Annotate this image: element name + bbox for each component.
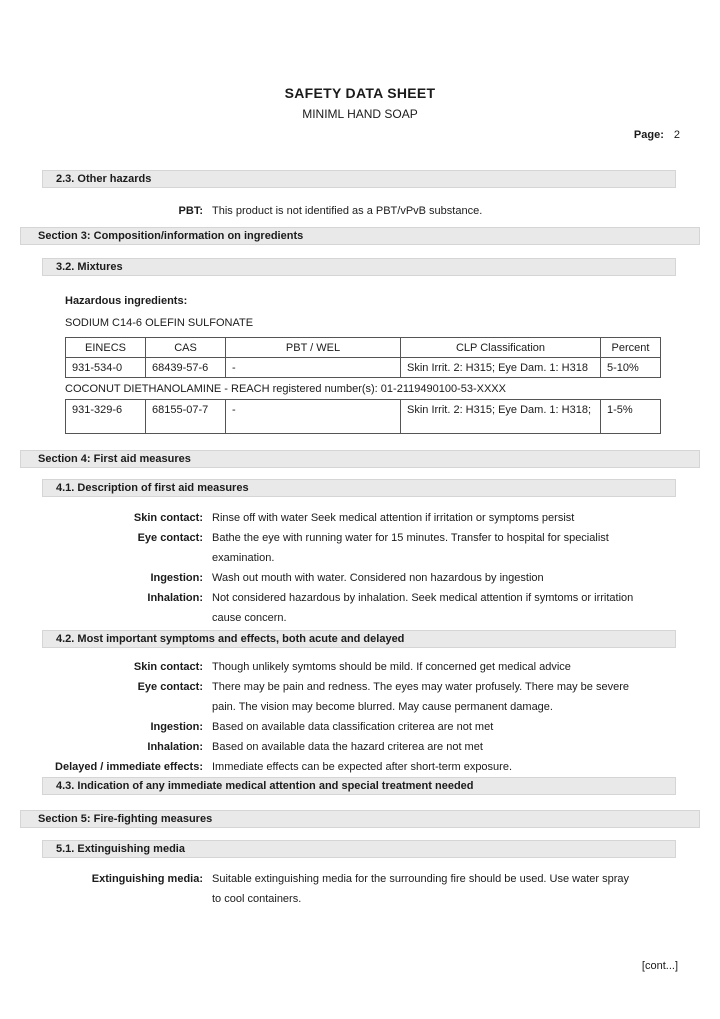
first-aid-4-1-rows bbox=[20, 508, 700, 628]
col-header-einecs: EINECS bbox=[66, 338, 146, 358]
row-text: Wash out mouth with water. Considered non hazardous by ingestion bbox=[212, 572, 544, 584]
row-text: Based on available data the hazard criterea are not met bbox=[212, 741, 483, 753]
subsection-header-5-1-extinguishing-media: 5.1. Extinguishing media bbox=[42, 840, 676, 858]
col-header-clp-classification: CLP Classification bbox=[401, 338, 601, 358]
row-label: Inhalation: bbox=[147, 741, 203, 753]
section-header-5-fire-fighting: Section 5: Fire-fighting measures bbox=[20, 810, 700, 828]
symptoms-row-inhalation bbox=[20, 737, 700, 757]
percent-cell: 5-10% bbox=[601, 358, 661, 378]
first-aid-row-inhalation bbox=[20, 588, 700, 628]
cas-cell: 68155-07-7 bbox=[146, 400, 226, 434]
col-header-pbt-wel: PBT / WEL bbox=[226, 338, 401, 358]
pbt-value: This product is not identified as a PBT/vPvB substance. bbox=[212, 205, 483, 217]
first-aid-row-ingestion bbox=[20, 568, 700, 588]
doc-subtitle: MINIML HAND SOAP bbox=[302, 107, 418, 121]
percent-cell: 1-5% bbox=[601, 400, 661, 434]
continuation-marker: [cont...] bbox=[641, 960, 678, 972]
ingredient-2-name: COCONUT DIETHANOLAMINE - REACH registered number(s): 01-2119490100-53-XXXX bbox=[65, 383, 506, 395]
symptoms-row-eye-contact bbox=[20, 677, 700, 717]
pbt-wel-cell: - bbox=[226, 400, 401, 434]
row-label: Ingestion: bbox=[150, 721, 203, 733]
page-label: Page: bbox=[633, 129, 664, 141]
subsection-header-4-2-symptoms: 4.2. Most important symptoms and effects, both acute and delayed bbox=[42, 630, 676, 648]
row-label: Delayed / immediate effects: bbox=[55, 761, 203, 773]
ingredients-table-1 bbox=[65, 337, 661, 378]
doc-title: SAFETY DATA SHEET bbox=[284, 85, 436, 101]
row-label: Eye contact: bbox=[137, 681, 203, 693]
row-label: Skin contact: bbox=[133, 661, 203, 673]
symptoms-row-delayed-immediate-effects bbox=[20, 757, 700, 777]
subsection-header-2-3-other-hazards: 2.3. Other hazards bbox=[42, 170, 676, 188]
ingredient-1-name: SODIUM C14-6 OLEFIN SULFONATE bbox=[65, 317, 254, 329]
einecs-cell: 931-534-0 bbox=[66, 358, 146, 378]
row-label: Inhalation: bbox=[147, 592, 203, 604]
clp-classification-cell: Skin Irrit. 2: H315; Eye Dam. 1: H318 bbox=[401, 358, 601, 378]
first-aid-row-eye-contact bbox=[20, 528, 700, 568]
row-text: Immediate effects can be expected after short-term exposure. bbox=[212, 761, 513, 773]
row-text: Bathe the eye with running water for 15 minutes. Transfer to hospital for specialist examination. bbox=[212, 532, 609, 564]
row-text: Though unlikely symtoms should be mild. If concerned get medical advice bbox=[212, 661, 571, 673]
subsection-header-3-2-mixtures: 3.2. Mixtures bbox=[42, 258, 676, 276]
page-number: 2 bbox=[673, 129, 680, 141]
ingredient-2-row bbox=[66, 400, 661, 434]
row-text: Not considered hazardous by inhalation. Seek medical attention if symtoms or irritation cause concern. bbox=[212, 592, 634, 624]
extinguishing-5-1-rows bbox=[20, 869, 700, 909]
col-header-cas: CAS bbox=[146, 338, 226, 358]
clp-classification-cell: Skin Irrit. 2: H315; Eye Dam. 1: H318; bbox=[401, 400, 601, 434]
row-label: Eye contact: bbox=[137, 532, 203, 544]
row-text: Based on available data classification criterea are not met bbox=[212, 721, 494, 733]
cas-cell: 68439-57-6 bbox=[146, 358, 226, 378]
row-text: There may be pain and redness. The eyes may water profusely. There may be severe pain. The vision may become blurred. May cause permanent damage. bbox=[212, 681, 629, 713]
section-header-4-first-aid: Section 4: First aid measures bbox=[20, 450, 700, 468]
extinguishing-media-row bbox=[20, 869, 700, 909]
first-aid-row-skin-contact bbox=[20, 508, 700, 528]
row-text: Suitable extinguishing media for the surrounding fire should be used. Use water spray to cool containers. bbox=[212, 873, 630, 905]
symptoms-row-skin-contact bbox=[20, 657, 700, 677]
row-text: Rinse off with water Seek medical attention if irritation or symptoms persist bbox=[212, 512, 575, 524]
pbt-row bbox=[20, 201, 700, 221]
symptoms-4-2-rows bbox=[20, 657, 700, 777]
row-label: Extinguishing media: bbox=[91, 873, 203, 885]
section-header-3-composition: Section 3: Composition/information on ingredients bbox=[20, 227, 700, 245]
einecs-cell: 931-329-6 bbox=[66, 400, 146, 434]
pbt-wel-cell: - bbox=[226, 358, 401, 378]
subsection-header-4-1-description: 4.1. Description of first aid measures bbox=[42, 479, 676, 497]
ingredients-table-2 bbox=[65, 399, 661, 434]
table-header-row bbox=[66, 338, 661, 358]
ingredient-1-row bbox=[66, 358, 661, 378]
row-label: Skin contact: bbox=[133, 512, 203, 524]
subsection-header-4-3-medical-attention: 4.3. Indication of any immediate medical attention and special treatment needed bbox=[42, 777, 676, 795]
row-label: Ingestion: bbox=[150, 572, 203, 584]
pbt-label: PBT: bbox=[178, 205, 203, 217]
hazardous-ingredients-label: Hazardous ingredients: bbox=[65, 295, 188, 307]
col-header-percent: Percent bbox=[601, 338, 661, 358]
symptoms-row-ingestion bbox=[20, 717, 700, 737]
page-indicator bbox=[20, 128, 700, 142]
